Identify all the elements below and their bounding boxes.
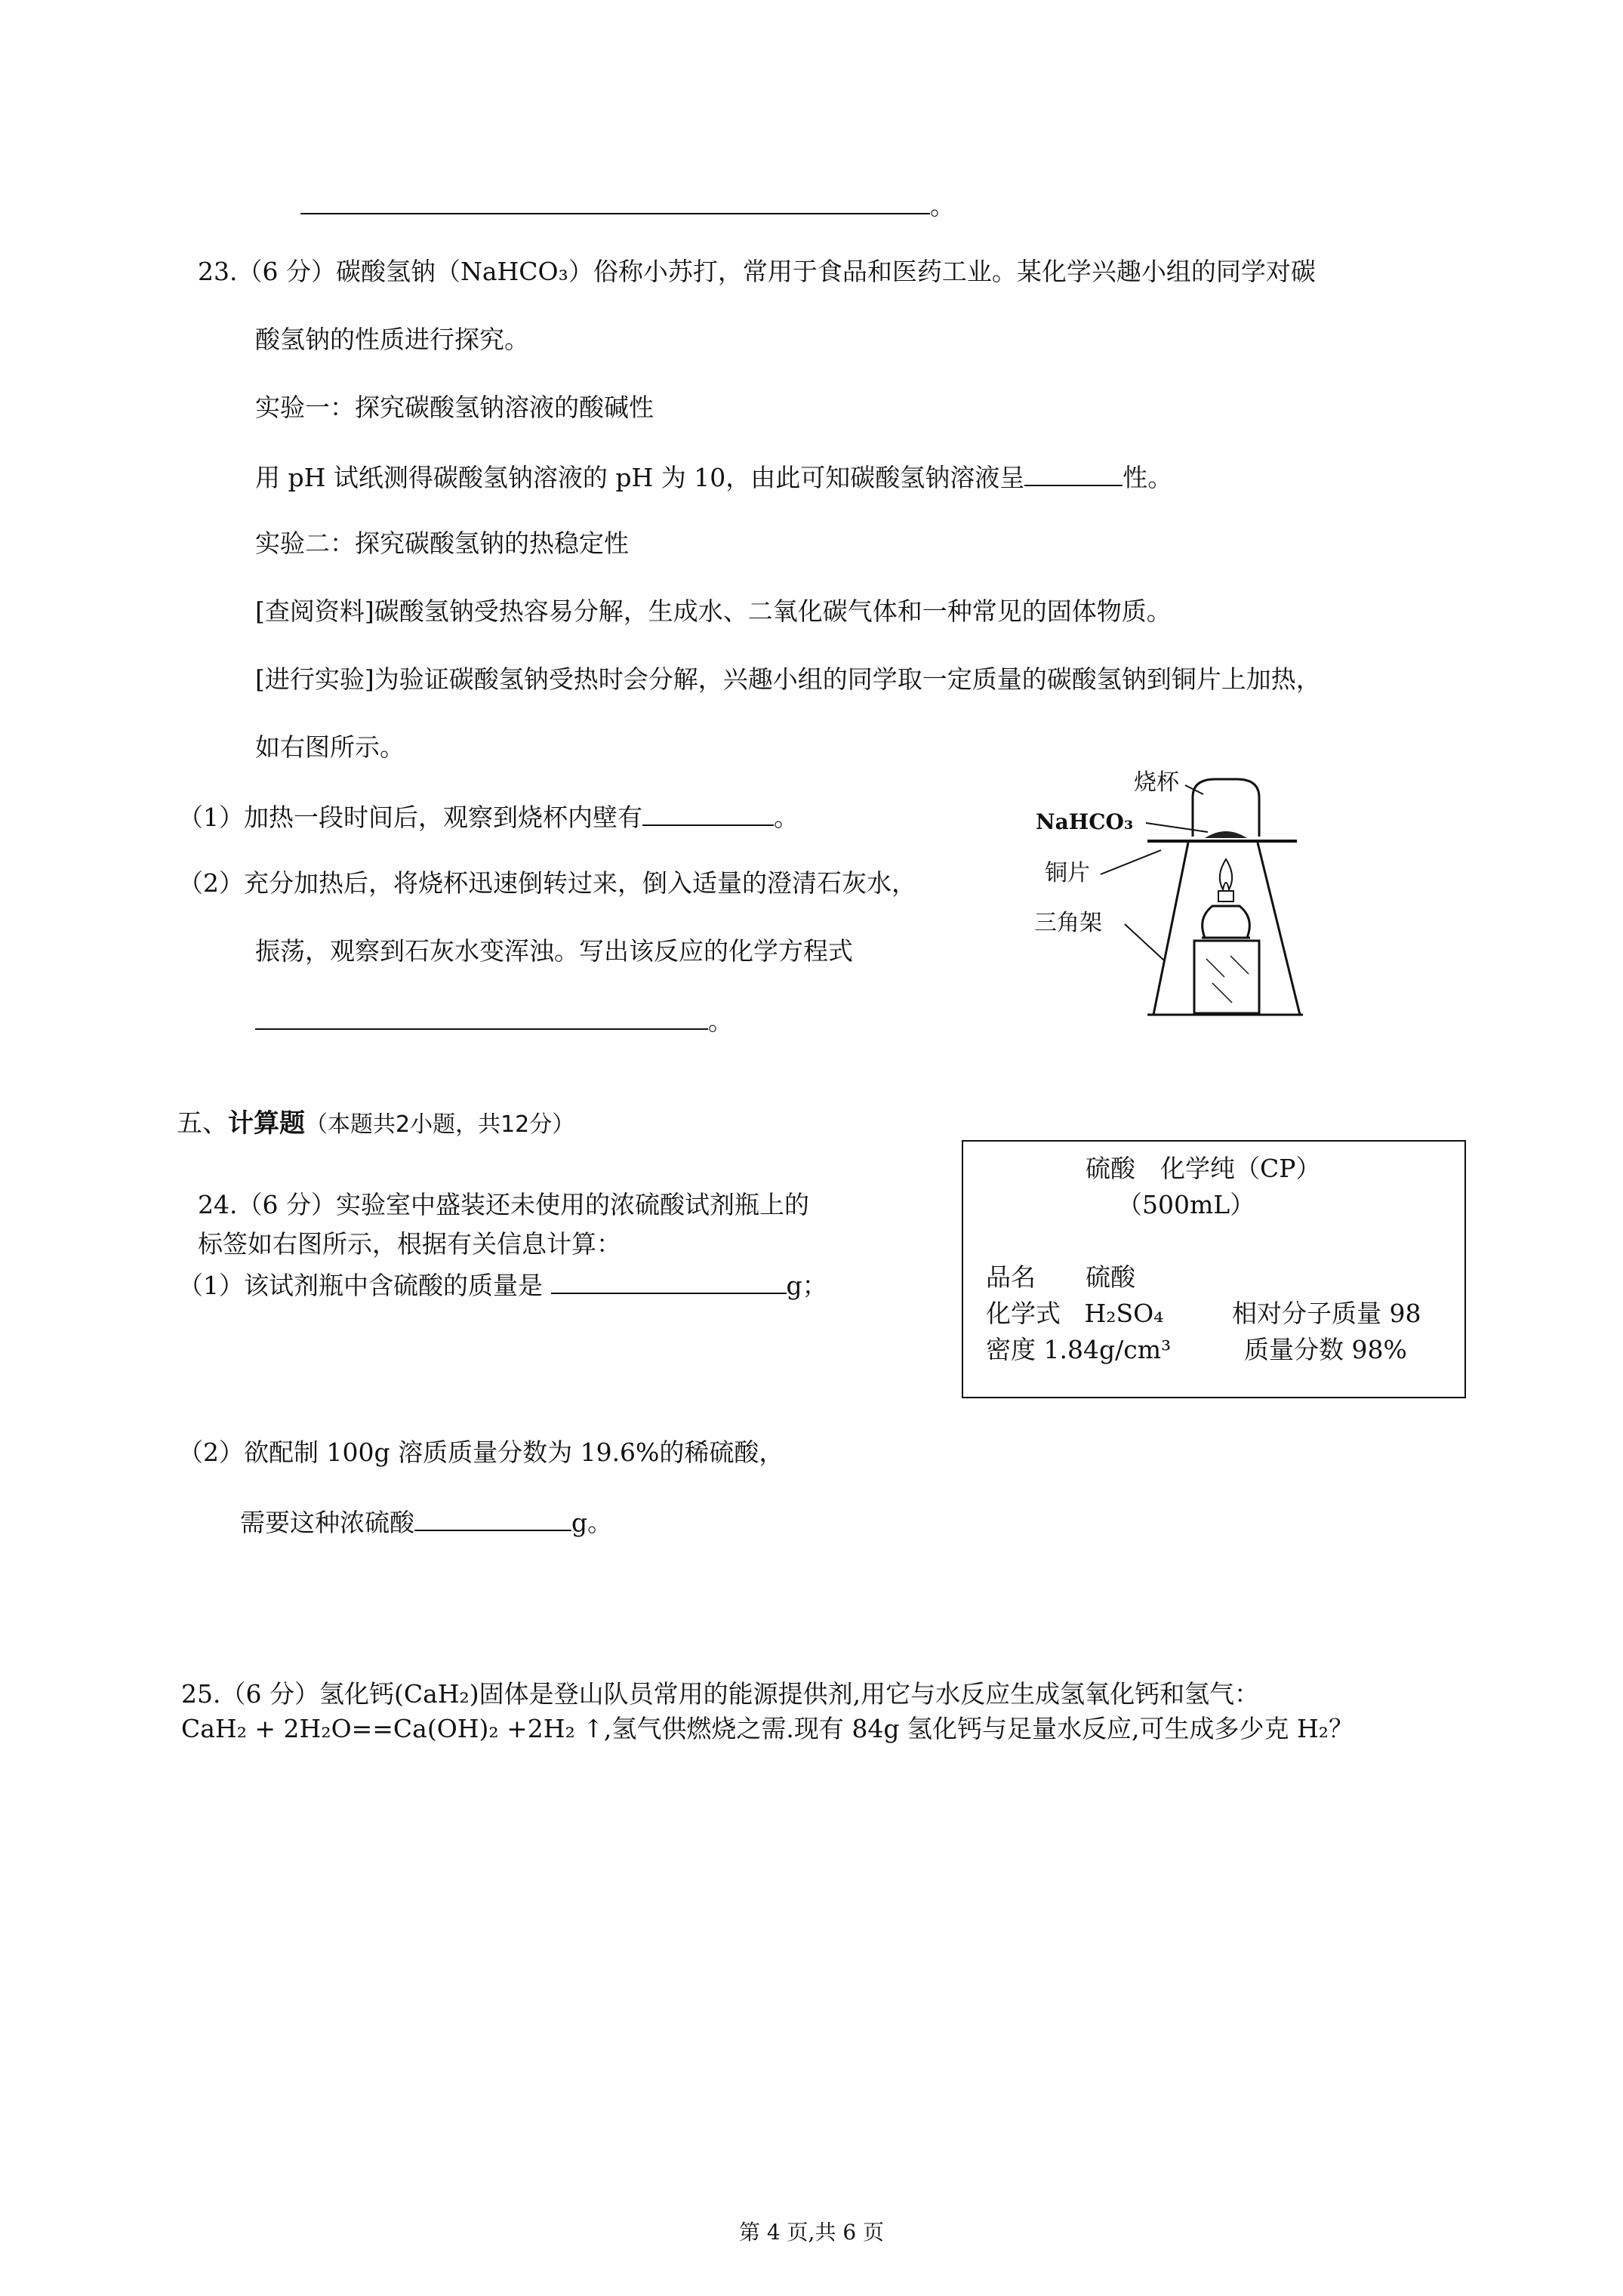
label-name: 品名 硫酸 bbox=[986, 1262, 1135, 1292]
figure-label-beaker: 烧杯 bbox=[1134, 769, 1179, 796]
q23-sub1 bbox=[178, 799, 799, 834]
answer-blank-conc-acid-mass[interactable] bbox=[414, 1504, 571, 1531]
tripod-leg-left bbox=[1153, 843, 1188, 1015]
punctuation: 。 bbox=[930, 191, 955, 220]
q23-exp1-text-b: 性。 bbox=[1123, 463, 1173, 492]
answer-blank-acidity[interactable] bbox=[1024, 459, 1123, 486]
answer-blank-h2so4-mass[interactable] bbox=[551, 1267, 787, 1294]
beaker-shape bbox=[1193, 779, 1259, 837]
label-molecular-weight: 相对分子质量 98 bbox=[1232, 1299, 1421, 1328]
block-hatch bbox=[1206, 959, 1224, 977]
q24-sub2-text: 需要这种浓硫酸 bbox=[240, 1508, 414, 1537]
q23-exp1-text-a: 用 pH 试纸测得碳酸氢钠溶液的 pH 为 10，由此可知碳酸氢钠溶液呈 bbox=[255, 463, 1025, 492]
label-density: 密度 1.84g/cm³ bbox=[986, 1335, 1172, 1364]
figure-label-copper: 铜片 bbox=[1045, 860, 1090, 886]
answer-blank[interactable] bbox=[300, 187, 930, 214]
section-5-subtitle: （本题共2小题，共12分） bbox=[305, 1111, 575, 1138]
q23-exp1-text bbox=[255, 459, 1172, 495]
punctuation: 。 bbox=[708, 1006, 733, 1036]
reagent-label bbox=[962, 1140, 1466, 1398]
label-formula: H₂SO₄ bbox=[1084, 1299, 1164, 1328]
figure-label-tripod: 三角架 bbox=[1034, 910, 1102, 936]
q23-sub2-line1: （2）充分加热后，将烧杯迅速倒转过来，倒入适量的澄清石灰水， bbox=[178, 868, 916, 898]
nahco3-pile bbox=[1205, 831, 1247, 838]
apparatus-figure bbox=[1034, 763, 1306, 1019]
q24-line1: 24.（6 分）实验室中盛装还未使用的浓硫酸试剂瓶上的 bbox=[198, 1190, 809, 1219]
q23-sub1-text: （1）加热一段时间后，观察到烧杯内壁有 bbox=[178, 803, 642, 832]
q24-sub2-line2 bbox=[240, 1504, 612, 1539]
q23-line2: 酸氢钠的性质进行探究。 bbox=[255, 325, 529, 354]
label-formula-label: 化学式 bbox=[986, 1299, 1061, 1328]
q23-sub2-answer bbox=[255, 1003, 733, 1038]
q24-sub2-line1: （2）欲配制 100g 溶质质量分数为 19.6%的稀硫酸， bbox=[178, 1438, 784, 1467]
label-title: 硫酸 化学纯（CP） bbox=[1086, 1154, 1321, 1183]
label-volume: （500mL） bbox=[1117, 1190, 1255, 1219]
leader-copper bbox=[1101, 850, 1161, 874]
leader-nahco3 bbox=[1146, 823, 1208, 832]
alcohol-lamp bbox=[1203, 906, 1250, 938]
q24-sub1 bbox=[178, 1267, 827, 1302]
q23-procedure-1: [进行实验]为验证碳酸氢钠受热时会分解，兴趣小组的同学取一定质量的碳酸氢钠到铜片上加热， bbox=[255, 664, 1321, 694]
label-mass-fraction: 质量分数 98% bbox=[1244, 1335, 1407, 1364]
tripod-leg-right bbox=[1258, 843, 1300, 1015]
figure-label-nahco3: NaHCO₃ bbox=[1036, 809, 1134, 834]
block-hatch bbox=[1212, 983, 1232, 1003]
page-footer: 第 4 页,共 6 页 bbox=[738, 2220, 885, 2245]
section-5-title: 计算题 bbox=[228, 1108, 305, 1139]
q24-sub2-unit: g。 bbox=[571, 1508, 613, 1537]
lamp-wick bbox=[1218, 891, 1233, 901]
q23-sub2-line2: 振荡，观察到石灰水变浑浊。写出该反应的化学方程式 bbox=[255, 936, 853, 966]
q24-sub1-unit: g； bbox=[786, 1271, 827, 1300]
q24-line2: 标签如右图所示，根据有关信息计算： bbox=[198, 1229, 621, 1259]
section-5-number: 五、 bbox=[177, 1108, 228, 1139]
q23-exp1-title: 实验一：探究碳酸氢钠溶液的酸碱性 bbox=[255, 393, 654, 422]
q24-sub1-text: （1）该试剂瓶中含硫酸的质量是 bbox=[178, 1271, 543, 1300]
q23-procedure-2: 如右图所示。 bbox=[255, 732, 405, 762]
q23-info: [查阅资料]碳酸氢钠受热容易分解，生成水、二氧化碳气体和一种常见的固体物质。 bbox=[255, 596, 1172, 626]
answer-blank-equation[interactable] bbox=[255, 1003, 708, 1030]
q23-line1: 23.（6 分）碳酸氢钠（NaHCO₃）俗称小苏打，常用于食品和医药工业。某化学兴趣小组的同学对碳 bbox=[198, 257, 1316, 286]
wooden-block bbox=[1194, 941, 1259, 1013]
leader-tripod bbox=[1125, 924, 1164, 960]
q25-line1: 25.（6 分）氢化钙(CaH₂)固体是登山队员常用的能源提供剂,用它与水反应生成氢氧化钙和氢气： bbox=[181, 1679, 1260, 1709]
answer-line-top bbox=[300, 187, 955, 223]
punctuation: 。 bbox=[774, 803, 799, 832]
q25-line2: CaH₂ + 2H₂O==Ca(OH)₂ +2H₂ ↑,氢气供燃烧之需.现有 84g 氢化钙与足量水反应,可生成多少克 H₂？ bbox=[181, 1714, 1354, 1743]
answer-blank-beaker[interactable] bbox=[642, 799, 774, 826]
label-formula-row bbox=[986, 1297, 1163, 1330]
q23-exp2-title: 实验二：探究碳酸氢钠的热稳定性 bbox=[255, 529, 629, 558]
flame bbox=[1220, 859, 1232, 889]
block-hatch bbox=[1230, 956, 1249, 974]
section-5-heading bbox=[177, 1107, 574, 1142]
